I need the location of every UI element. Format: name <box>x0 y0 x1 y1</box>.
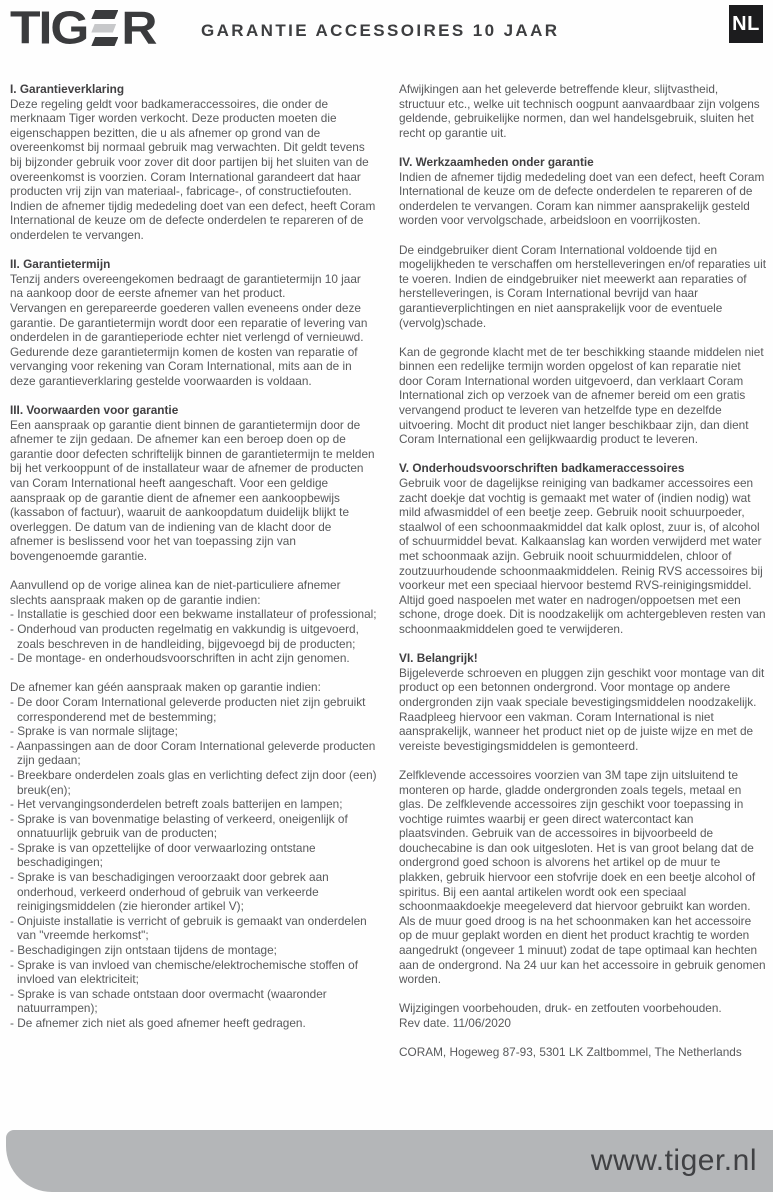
paragraph: Gedurende deze garantietermijn komen de kosten van reparatie of vervanging voor rekening van Coram International, mits aan de in deze garantieverklaring gestelde voorwaarden is voldaan. <box>10 344 358 388</box>
paragraph: Gebruik voor de dagelijkse reiniging van badkamer accessoires een zacht doekje dat vochtig is gemaakt met water of (indien nodig) wat mild afwasmiddel of een beetje zeep. Gebruik nooit schuurpoeder, staalwol of een schoonmaakmiddel dat kalk oplost, zuur is, of alcohol of schuurmiddel bevat. Kalkaanslag kan worden verwijderd met water met schoonmaak azijn. Gebruik nooit schuurmiddelen, chloor of zoutzuurhoudende schoonmaakmiddelen. Reinig RVS accessoires bij voorkeur met een speciaal hiervoor bestemd RVS-reinigingsmiddel. Altijd goed naspoelen met water en nadrogen/oppoetsen met een schone, droge doek. Dit is noodzakelijk om achtergebleven resten van schoonmaakmiddelen goed te verwijderen. <box>399 476 766 636</box>
section-heading: IV. Werkzaamheden onder garantie <box>399 154 594 169</box>
document-body <box>0 62 773 1060</box>
list-item: - Sprake is van bovenmatige belasting of verkeerd, oneigenlijk of onnatuurlijk gebruik van de producten; <box>10 812 377 841</box>
list-item: - Sprake is van invloed van chemische/elektrochemische stoffen of invloed van elektriciteit; <box>10 958 377 987</box>
tiger-logo <box>10 4 155 52</box>
website-url: www.tiger.nl <box>590 1144 757 1177</box>
paragraph: Vervangen en gerepareerde goederen vallen eveneens onder deze garantie. De garantietermijn wordt door een reparatie of levering van onderdelen in de garantieperiode echter niet verlengd of vernieuwd. <box>10 300 368 345</box>
paragraph: Kan de gegronde klacht met de ter beschikking staande middelen niet binnen een redelijke termijn worden opgelost of kan reparatie niet door Coram International worden uitgevoerd, dan verklaart Coram International zich op verzoek van de afnemer bereid om een gratis vervangend product te leveren van hetzelfde type en dezelfde uitvoering. Mocht dit product niet langer beschikbaar zijn, dan dient Coram International een gelijkwaardig product te leveren. <box>399 344 764 447</box>
document-section <box>399 651 766 987</box>
paragraph: CORAM, Hogeweg 87-93, 5301 LK Zaltbommel, The Netherlands <box>399 1045 742 1060</box>
section-heading: VI. Belangrijk! <box>399 651 478 666</box>
list-item: - Aanpassingen aan de door Coram International geleverde producten zijn gedaan; <box>10 739 377 768</box>
list-item: - Sprake is van beschadigingen veroorzaakt door gebrek aan onderhoud, verkeerd onderhoud of gebruik van verkeerde reinigingsmiddelen (zie hieronder artikel V); <box>10 870 377 914</box>
conditions-list <box>10 607 377 665</box>
list-item: - Beschadigingen zijn ontstaan tijdens de montage; <box>10 943 377 958</box>
list-item: - Onderhoud van producten regelmatig en vakkundig is uitgevoerd, zoals beschreven in de handleiding, bijgevoegd bij de producten; <box>10 622 377 651</box>
paragraph: Bijgeleverde schroeven en pluggen zijn geschikt voor montage van dit product op een betonnen ondergrond. Voor montage op andere ondergronden zijn vaak speciale bevestigingsmiddelen noodzakelijk. Raadpleeg hiervoor een vakman. Coram International is niet aansprakelijk, wanneer het product niet op de juiste wijze en met de vereiste bevestigingsmiddelen is gemonteerd. <box>399 665 765 753</box>
document-section <box>399 155 766 447</box>
document-section <box>399 1001 766 1059</box>
paragraph: Een aanspraak op garantie dient binnen de garantietermijn door de afnemer te zijn gedaan. De afnemer kan een beroep doen op de garantie door defecten schriftelijk binnen de garantietermijn te melden bij het verkooppunt of de installateur waar de afnemer de producten van Coram International heeft aangeschaft. Voor een geldige aanspraak op de garantie dient de afnemer een aankoopbewijs (kassabon of factuur), waaruit de aankoopdatum duidelijk blijkt te overleggen. De datum van de indiening van de klacht door de afnemer is beslissend voor het van toepassing zijn van bovengenoemde garantie. <box>10 417 375 563</box>
list-item: - Onjuiste installatie is verricht of gebruik is gemaakt van onderdelen van "vreemde herkomst"; <box>10 914 377 943</box>
language-badge: NL <box>729 5 763 43</box>
list-item: - De montage- en onderhoudsvoorschriften in acht zijn genomen. <box>10 651 377 666</box>
document-section <box>399 461 766 636</box>
list-item: - Sprake is van schade ontstaan door overmacht (waaronder natuurrampen); <box>10 987 377 1016</box>
section-heading: I. Garantieverklaring <box>10 82 125 96</box>
list-item: - Breekbare onderdelen zoals glas en verlichting defect zijn door (een) breuk(en); <box>10 768 377 797</box>
document-section <box>10 82 377 243</box>
document-section <box>10 403 377 1031</box>
document-section <box>10 257 377 388</box>
paragraph: Wijzigingen voorbehouden, druk- en zetfouten voorbehouden. <box>399 1001 722 1016</box>
left-column <box>10 82 377 1060</box>
logo-stylized-e-icon <box>91 10 118 46</box>
paragraph: Aanvullend op de vorige alinea kan de niet-particuliere afnemer slechts aanspraak maken op de garantie indien: <box>10 578 341 607</box>
section-heading: III. Voorwaarden voor garantie <box>10 403 179 418</box>
conditions-list <box>10 695 377 1031</box>
paragraph: Deze regeling geldt voor badkameraccessoires, die onder de merknaam Tiger worden verkocht. Deze producten moeten die eigenschappen bezitten, die u als afnemer op grond van de overeenkomst bij normaal gebruik mag verwachten. Dit geldt tevens bij bijzonder gebruik voor zover dit door partijen bij het sluiten van de overeenkomst is voorzien. Coram International garandeert dat haar producten vrij zijn van materiaal-, fabricage-, of constructiefouten. Indien de afnemer tijdig mededeling doet van een defect, heeft Coram International de keuze om de defecte onderdelen te repareren of de onderdelen te vervangen. <box>10 96 376 242</box>
logo-text-left: TIG <box>10 2 88 54</box>
paragraph: Indien de afnemer tijdig mededeling doet van een defect, heeft Coram International de keuze om de defecte onderdelen te repareren of de onderdelen te vervangen. Coram kan nimmer aansprakelijk gesteld worden voor vervolgschade, arbeidsloon en voorrijkosten. <box>399 169 765 228</box>
list-item: - Sprake is van opzettelijke of door verwaarlozing ontstane beschadigingen; <box>10 841 377 870</box>
paragraph: Afwijkingen aan het geleverde betreffende kleur, slijtvastheid, structuur etc., welke uit technisch oogpunt aanvaardbaar zijn volgens geldende, gebruikelijke normen, dan wel handelsgebruik, sluiten het recht op garantie uit. <box>399 82 760 140</box>
right-column <box>399 82 766 1060</box>
paragraph: Zelfklevende accessoires voorzien van 3M tape zijn uitsluitend te monteren op harde, gladde ondergronden zoals tegels, metaal en glas. De zelfklevende accessoires zijn geschikt voor toepassing in vochtige ruimtes waarbij er geen direct watercontact kan plaatsvinden. Gebruik van de accessoires in bijvoorbeeld de douchecabine is dan ook uitgesloten. Het is van groot belang dat de ondergrond goed schoon is alvorens het artikel op de muur te plakken, gebruik hiervoor een stofvrije doek en een beetje alcohol of spiritus. Bij een aantal artikelen wordt ook een speciaal schoonmaakdoekje meegeleverd dat hiervoor gebruikt kan worden. Als de muur goed droog is na het schoonmaken kan het accessoire op de muur geplakt worden en dient het product krachtig te worden aangedrukt (ongeveer 1 minuut) zodat de tape optimaal kan hechten aan de ondergrond. Na 24 uur kan het accessoire in gebruik genomen worden. <box>399 767 766 987</box>
section-heading: V. Onderhoudsvoorschriften badkameraccessoires <box>399 461 685 476</box>
paragraph: De afnemer kan géén aanspraak maken op garantie indien: <box>10 680 321 695</box>
document-section <box>399 82 766 140</box>
paragraph: Tenzij anders overeengekomen bedraagt de garantietermijn 10 jaar na aankoop door de eerste afnemer van het product. <box>10 271 361 301</box>
list-item: - Installatie is geschied door een bekwame installateur of professional; <box>10 607 377 622</box>
paragraph: De eindgebruiker dient Coram International voldoende tijd en mogelijkheden te verschaffen om herstelleveringen en/of reparaties uit te voeren. Indien de eindgebruiker niet meewerkt aan reparaties of herstelleveringen, is Coram International bevrijd van haar garantieverplichtingen en niet aansprakelijk voor de eventuele (vervolg)schade. <box>399 242 767 330</box>
list-item: - De afnemer zich niet als goed afnemer heeft gedragen. <box>10 1016 377 1031</box>
logo-text-right: R <box>121 2 156 54</box>
list-item: - De door Coram International geleverde producten niet zijn gebruikt corresponderend met de bestemming; <box>10 695 377 724</box>
document-header <box>0 0 773 62</box>
footer-bar <box>6 1130 773 1192</box>
list-item: - Sprake is van normale slijtage; <box>10 724 377 739</box>
section-heading: II. Garantietermijn <box>10 257 111 272</box>
list-item: - Het vervangingsonderdelen betreft zoals batterijen en lampen; <box>10 797 377 812</box>
paragraph: Rev date. 11/06/2020 <box>399 1016 511 1030</box>
page-title: GARANTIE ACCESSOIRES 10 JAAR <box>201 21 560 40</box>
